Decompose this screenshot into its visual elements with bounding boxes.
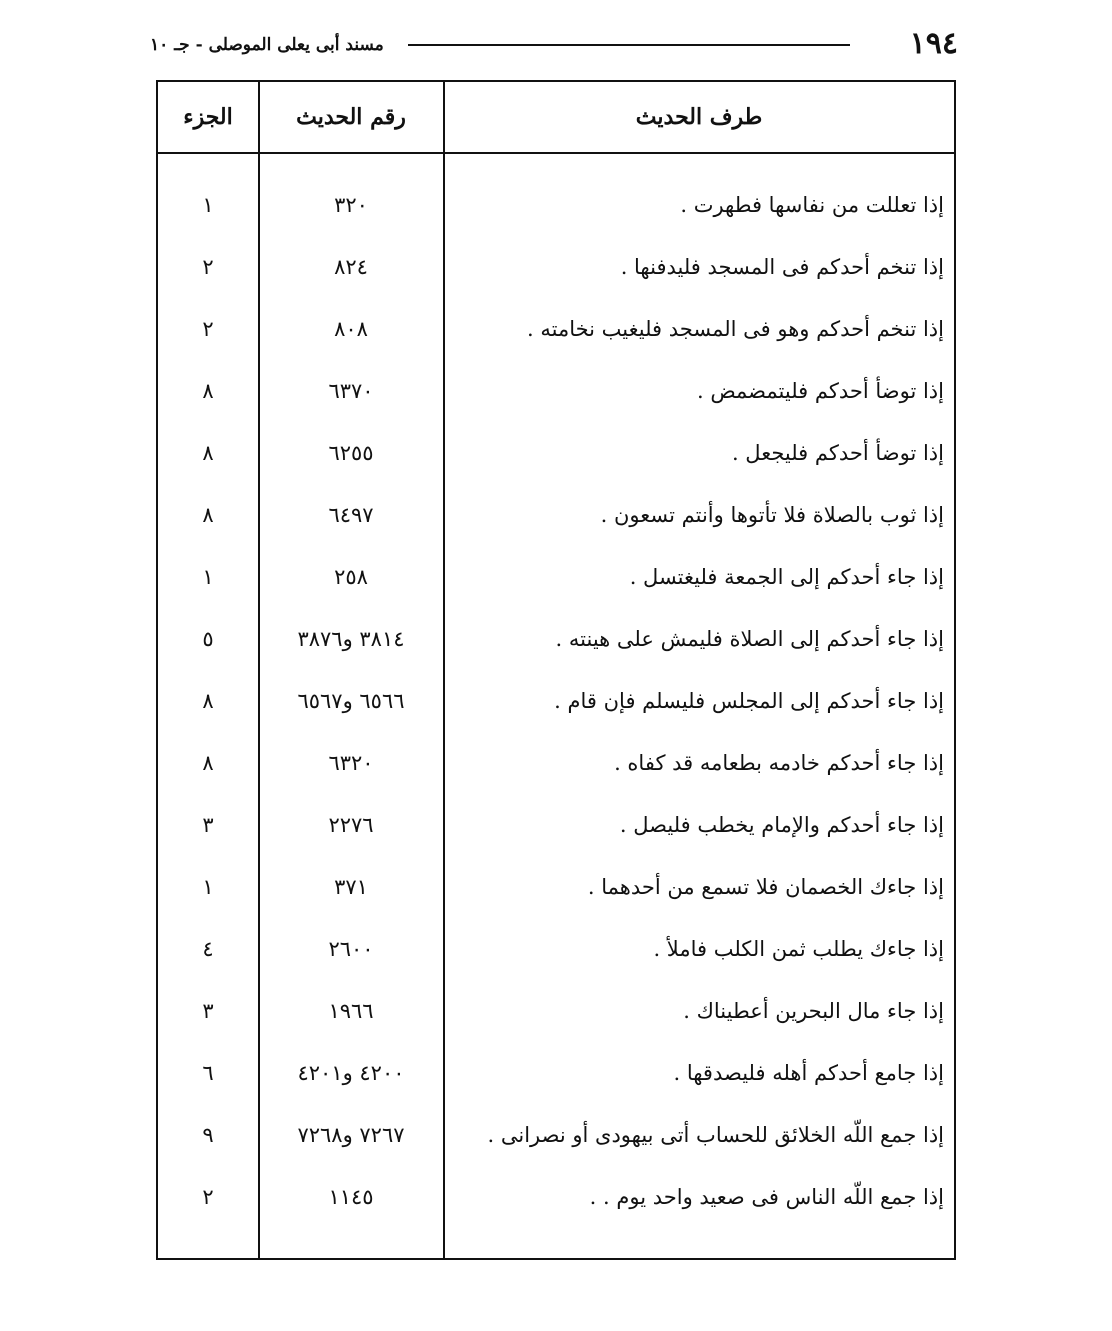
table-row	[158, 484, 954, 546]
hadith-text-cell: إذا جمع اللّه الخلائق للحساب أتى بيهودى أو نصرانى .	[487, 1123, 944, 1147]
running-header	[150, 24, 958, 64]
hadith-number-cell: ٧٢٦٧ و٧٢٦٨	[297, 1123, 405, 1147]
table-row	[158, 174, 954, 236]
hadith-text-cell: إذا ثوب بالصلاة فلا تأتوها وأنتم تسعون .	[600, 503, 944, 527]
part-cell: ٨	[202, 751, 214, 775]
table-row	[158, 1042, 954, 1104]
part-cell: ٩	[202, 1123, 214, 1147]
table-header-row	[158, 82, 954, 152]
part-cell: ٨	[202, 689, 214, 713]
table-row	[158, 794, 954, 856]
part-cell: ١	[202, 875, 214, 899]
part-cell: ٦	[202, 1061, 214, 1085]
hadith-number-cell: ٤٢٠٠ و٤٢٠١	[297, 1061, 405, 1085]
table-row	[158, 1104, 954, 1166]
table-row	[158, 608, 954, 670]
book-title: مسند أبى يعلى الموصلى - جـ ١٠	[150, 35, 384, 55]
hadith-text-cell: إذا جامع أحدكم أهله فليصدقها .	[673, 1061, 944, 1085]
hadith-text-cell: إذا توضأ أحدكم فليتمضمض .	[696, 379, 944, 403]
hadith-text-cell: إذا جاء أحدكم خادمه بطعامه قد كفاه .	[614, 751, 944, 775]
hadith-index-table	[156, 80, 956, 1260]
hadith-number-cell: ٦٣٢٠	[328, 751, 374, 775]
table-row	[158, 360, 954, 422]
hadith-number-cell: ٣٧١	[334, 875, 368, 899]
hadith-text-cell: إذا جاءك يطلب ثمن الكلب فاملأ .	[653, 937, 944, 961]
table-row	[158, 918, 954, 980]
part-cell: ٥	[202, 627, 214, 651]
hadith-text-cell: إذا توضأ أحدكم فليجعل .	[731, 441, 944, 465]
column-header-text: طرف الحديث	[635, 104, 763, 130]
part-cell: ٢	[202, 255, 214, 279]
hadith-text-cell: إذا جمع اللّه الناس فى صعيد واحد يوم . .	[589, 1185, 944, 1209]
part-cell: ٣	[202, 813, 214, 837]
table-row	[158, 1166, 954, 1228]
hadith-number-cell: ٢٥٨	[334, 565, 368, 589]
hadith-text-cell: إذا جاءك الخصمان فلا تسمع من أحدهما .	[587, 875, 944, 899]
table-row	[158, 298, 954, 360]
hadith-number-cell: ٣٨١٤ و٣٨٧٦	[297, 627, 405, 651]
table-row	[158, 732, 954, 794]
hadith-number-cell: ٦٣٧٠	[328, 379, 374, 403]
hadith-text-cell: إذا تعللت من نفاسها فطهرت .	[680, 193, 944, 217]
hadith-text-cell: إذا جاء أحدكم إلى المجلس فليسلم فإن قام .	[554, 689, 944, 713]
hadith-text-cell: إذا تنخم أحدكم فى المسجد فليدفنها .	[620, 255, 944, 279]
hadith-number-cell: ٨٢٤	[334, 255, 368, 279]
page-number: ١٩٤	[909, 26, 958, 61]
hadith-number-cell: ٨٠٨	[334, 317, 368, 341]
header-rule	[408, 44, 850, 46]
part-cell: ٨	[202, 441, 214, 465]
part-cell: ٤	[202, 937, 214, 961]
hadith-number-cell: ١١٤٥	[328, 1185, 374, 1209]
hadith-number-cell: ٣٢٠	[334, 193, 368, 217]
table-row	[158, 422, 954, 484]
part-cell: ٢	[202, 317, 214, 341]
column-header-part: الجزء	[183, 104, 233, 130]
part-cell: ٢	[202, 1185, 214, 1209]
hadith-number-cell: ١٩٦٦	[328, 999, 374, 1023]
hadith-number-cell: ٦٤٩٧	[328, 503, 374, 527]
part-cell: ١	[202, 565, 214, 589]
part-cell: ٣	[202, 999, 214, 1023]
table-row	[158, 546, 954, 608]
table-row	[158, 236, 954, 298]
part-cell: ٨	[202, 503, 214, 527]
table-row	[158, 980, 954, 1042]
header-divider	[158, 152, 954, 154]
hadith-text-cell: إذا جاء أحدكم والإمام يخطب فليصل .	[619, 813, 944, 837]
table-row	[158, 670, 954, 732]
hadith-text-cell: إذا جاء أحدكم إلى الجمعة فليغتسل .	[629, 565, 944, 589]
hadith-number-cell: ٢٦٠٠	[328, 937, 374, 961]
part-cell: ١	[202, 193, 214, 217]
hadith-text-cell: إذا جاء أحدكم إلى الصلاة فليمش على هينته .	[555, 627, 944, 651]
part-cell: ٨	[202, 379, 214, 403]
column-header-number: رقم الحديث	[296, 104, 406, 130]
hadith-text-cell: إذا تنخم أحدكم وهو فى المسجد فليغيب نخامته .	[527, 317, 944, 341]
hadith-number-cell: ٢٢٧٦	[328, 813, 374, 837]
table-row	[158, 856, 954, 918]
hadith-number-cell: ٦٢٥٥	[328, 441, 374, 465]
hadith-text-cell: إذا جاء مال البحرين أعطيناك .	[683, 999, 944, 1023]
hadith-number-cell: ٦٥٦٦ و٦٥٦٧	[297, 689, 405, 713]
